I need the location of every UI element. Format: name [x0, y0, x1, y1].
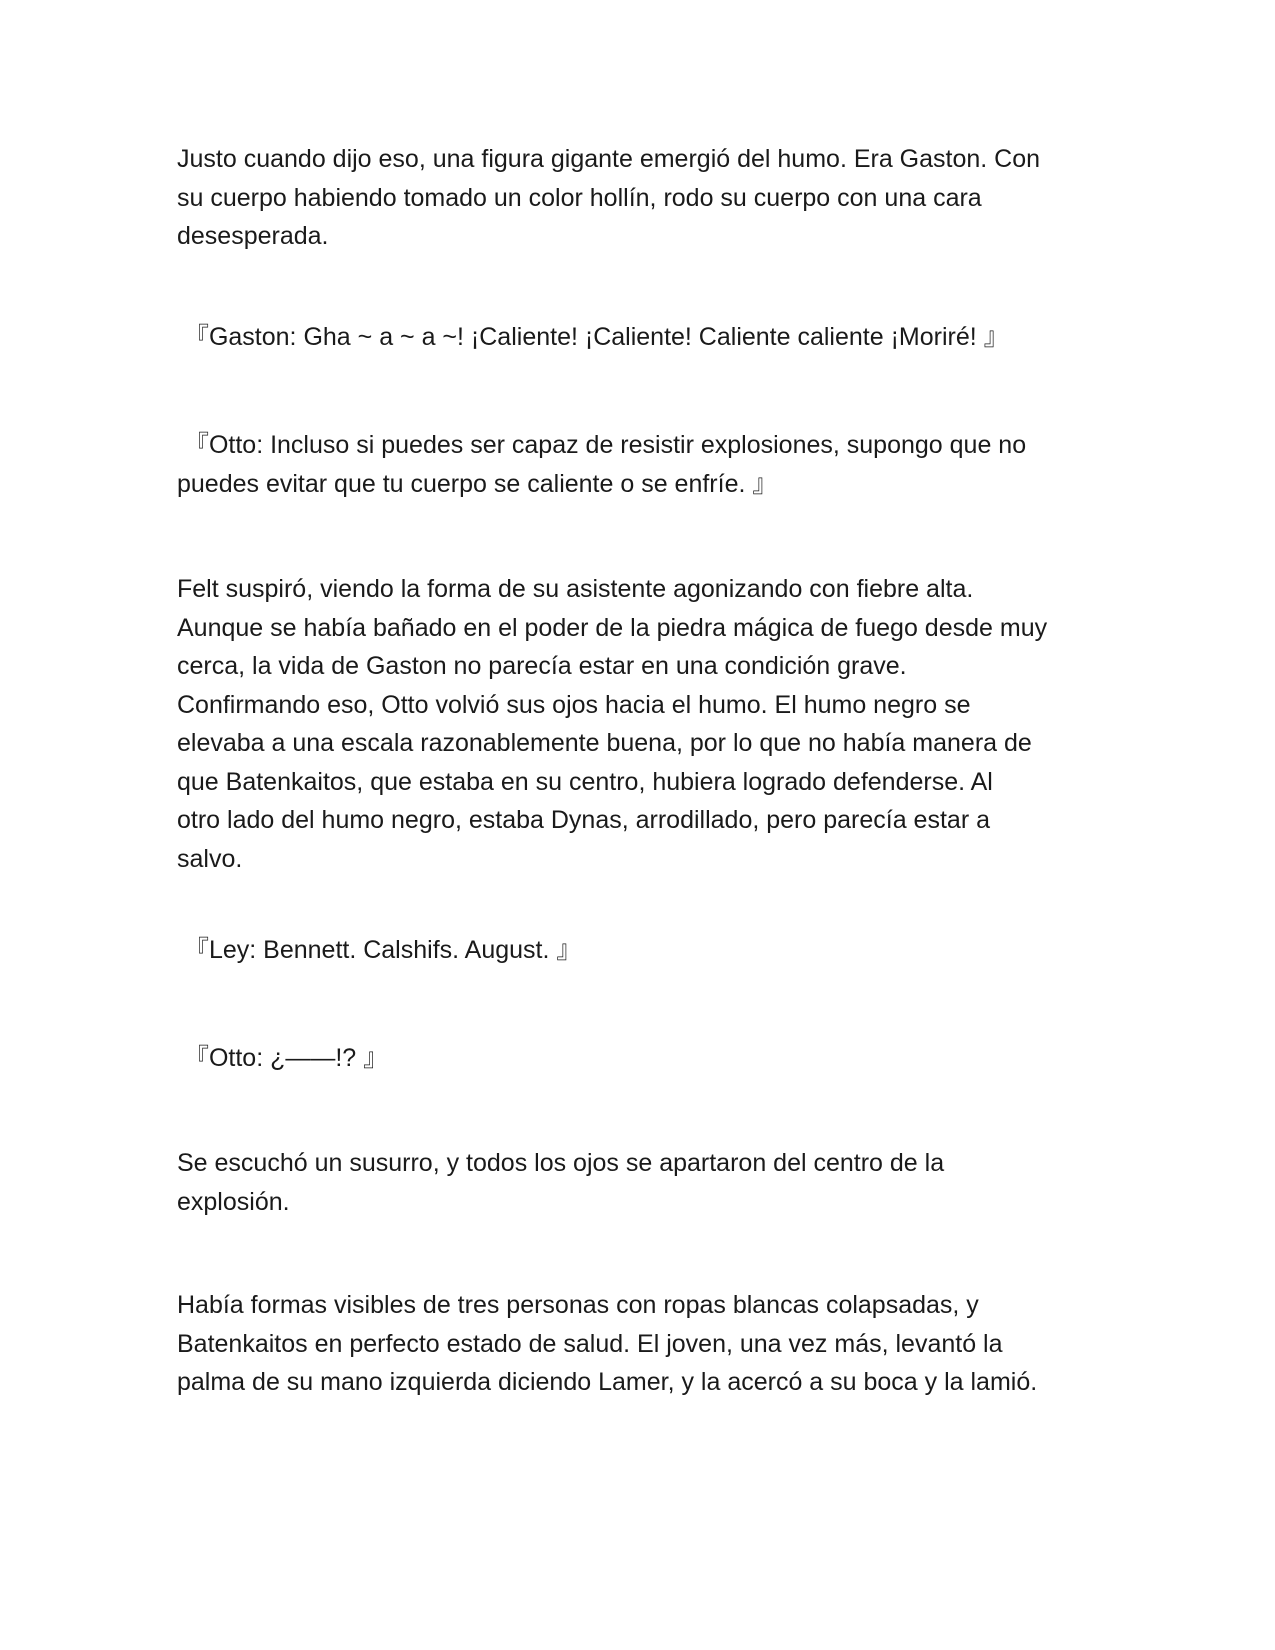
dialogue-otto-surprise: 『Otto: ¿——!? 』: [177, 1044, 389, 1072]
dialogue-otto-explosions: 『Otto: Incluso si puedes ser capaz de resistir explosiones, supongo que no puedes evitar que tu cuerpo se caliente o se enfríe. 』: [177, 431, 1027, 498]
paragraph-batenkaitos: Había formas visibles de tres personas con ropas blancas colapsadas, y Batenkaitos en perfecto estado de salud. El joven, una vez más, levantó la palma de su mano izquierda diciendo Lamer, y la acercó a su boca y la lamió.: [177, 1291, 1038, 1396]
dialogue-ley: 『Ley: Bennett. Calshifs. August. 』: [177, 936, 582, 964]
dialogue-gaston: 『Gaston: Gha ~ a ~ a ~! ¡Caliente! ¡Caliente! Caliente caliente ¡Moriré! 』: [177, 323, 1009, 351]
paragraph-gaston-emerges: Justo cuando dijo eso, una figura gigante emergió del humo. Era Gaston. Con su cuerpo habiendo tomado un color hollín, rodo su cuerpo con una cara desesperada.: [177, 145, 1041, 250]
paragraph-felt-sighs: Felt suspiró, viendo la forma de su asistente agonizando con fiebre alta. Aunque se había bañado en el poder de la piedra mágica de fuego desde muy cerca, la vida de Gaston no parecía estar en una condición grave. Confirmando eso, Otto volvió sus ojos hacia el humo. El humo negro se elevaba a una escala razonablemente buena, por lo que no había manera de que Batenkaitos, que estaba en su centro, hubiera logrado defenderse. Al otro lado del humo negro, estaba Dynas, arrodillado, pero parecía estar a salvo.: [177, 575, 1048, 873]
paragraph-whisper: Se escuchó un susurro, y todos los ojos se apartaron del centro de la explosión.: [177, 1149, 945, 1216]
